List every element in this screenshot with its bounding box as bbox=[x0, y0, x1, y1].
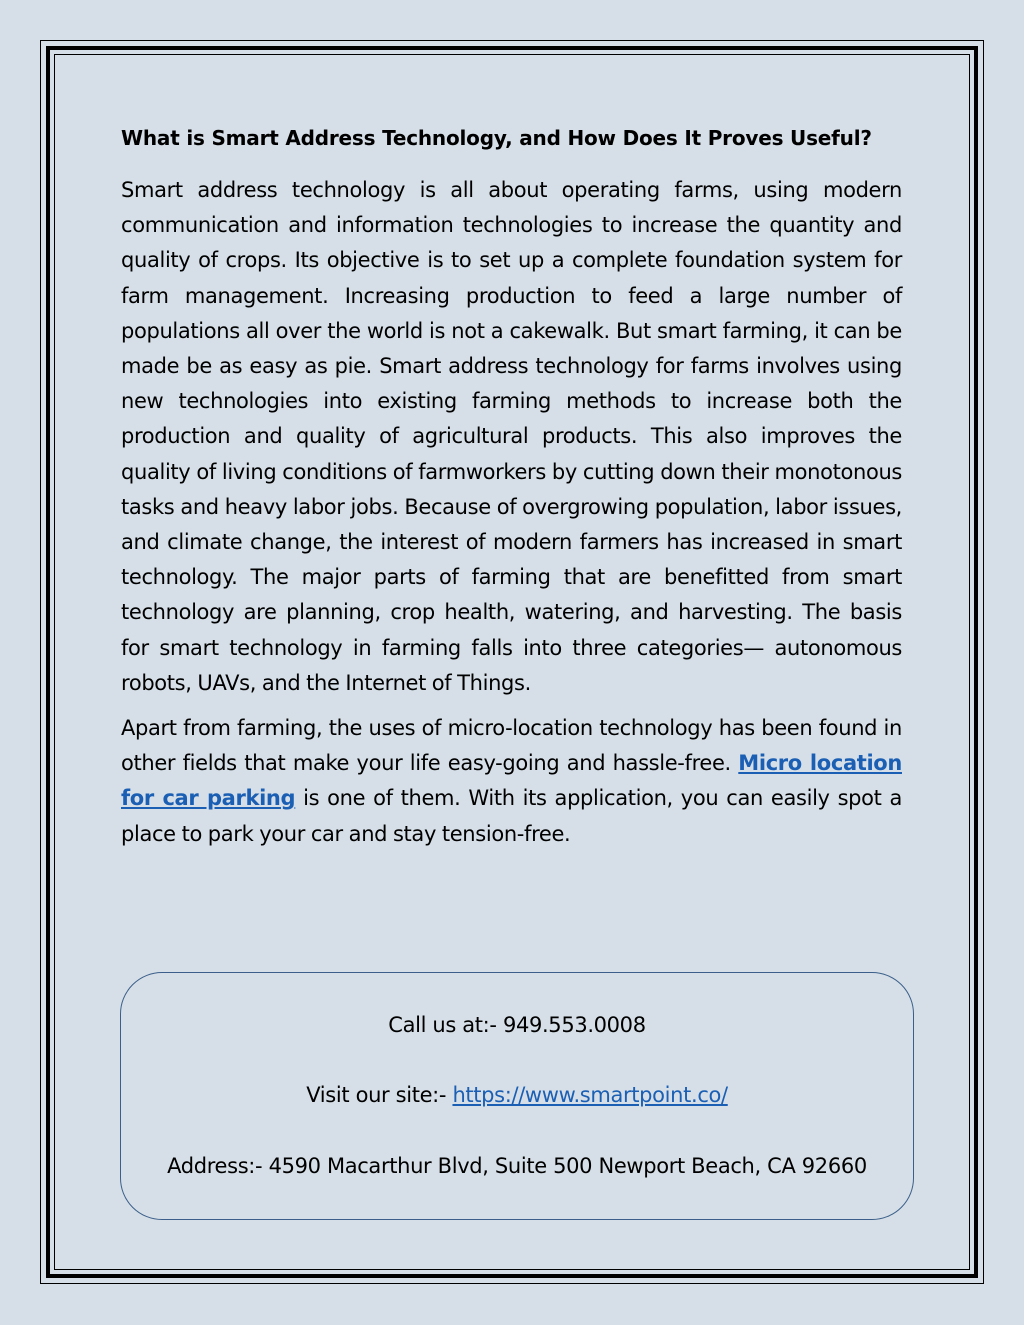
car-parking-link[interactable]: Micro location for car parking bbox=[121, 751, 902, 811]
address-line: Address:- 4590 Macarthur Blvd, Suite 500 Newport Beach, CA 92660 bbox=[167, 1154, 867, 1178]
article-paragraph-1: Smart address technology is all about operating farms, using modern communication and information technologies to increase the quantity and quality of crops. Its objective is to set up a complete foundation system for farm management. Increasing production to feed a large number of populations all over the world is not a cakewalk. But smart farming, it can be made be as easy as pie. Smart address technology for farms involves using new technologies into existing farming methods to increase both the production and quality of agricultural products. This also improves the quality of living conditions of farmworkers by cutting down their monotonous tasks and heavy labor jobs. Because of overgrowing population, labor issues, and climate change, the interest of modern farmers has increased in smart technology. The major parts of farming that are benefitted from smart technology are planning, crop health, watering, and harvesting. The basis for smart technology in farming falls into three categories— autonomous robots, UAVs, and the Internet of Things. bbox=[121, 178, 902, 695]
call-us-line: Call us at:- 949.553.0008 bbox=[388, 1013, 646, 1037]
article-paragraph-2 bbox=[121, 711, 902, 852]
visit-site-line bbox=[121, 1080, 913, 1110]
article-body bbox=[121, 118, 902, 862]
visit-site-label: Visit our site:- bbox=[306, 1083, 453, 1107]
paragraph-2-outro: is one of them. With its application, you can easily spot a place to park your car and stay tension-free. bbox=[121, 786, 902, 846]
article-title: What is Smart Address Technology, and How Does It Proves Useful? bbox=[121, 126, 872, 150]
paragraph-2-intro: Apart from farming, the uses of micro-location technology has been found in other fields that make your life easy-going and hassle-free. bbox=[121, 716, 902, 776]
contact-box bbox=[120, 972, 914, 1220]
site-link[interactable]: https://www.smartpoint.co/ bbox=[452, 1083, 728, 1107]
